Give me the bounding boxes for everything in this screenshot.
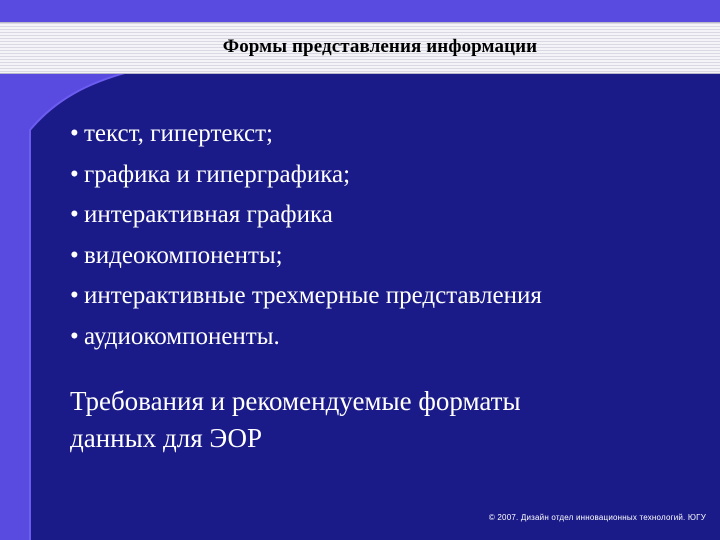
list-item bbox=[70, 317, 542, 358]
slide-title: Формы представления информации bbox=[222, 36, 538, 57]
bullet-text: интерактивные трехмерные представления bbox=[84, 282, 542, 309]
footer-copyright: © 2007. Дизайн отдел инновационных технологий. ЮГУ bbox=[488, 513, 706, 522]
requirements-line: Требования и рекомендуемые форматы bbox=[70, 386, 521, 416]
bullet-marker: • bbox=[70, 322, 79, 350]
bullet-text: графика и гиперграфика; bbox=[84, 160, 351, 188]
list-item bbox=[70, 114, 542, 155]
bullet-text: текст, гипертекст; bbox=[84, 120, 273, 147]
list-item bbox=[70, 195, 542, 236]
bullet-marker: • bbox=[70, 120, 79, 147]
bullet-marker: • bbox=[70, 282, 79, 309]
bullet-marker: • bbox=[70, 160, 79, 188]
requirements-text bbox=[70, 383, 690, 457]
requirements-line: данных для ЭОР bbox=[70, 423, 263, 453]
list-item bbox=[70, 236, 542, 277]
bullet-marker: • bbox=[70, 241, 79, 269]
bullet-marker: • bbox=[70, 201, 79, 228]
bullet-text: видеокомпоненты; bbox=[84, 241, 283, 269]
bullet-list bbox=[70, 114, 542, 357]
list-item bbox=[70, 155, 542, 196]
bullet-text: аудиокомпоненты. bbox=[84, 322, 280, 350]
list-item bbox=[70, 276, 542, 317]
bullet-text: интерактивная графика bbox=[84, 201, 333, 228]
